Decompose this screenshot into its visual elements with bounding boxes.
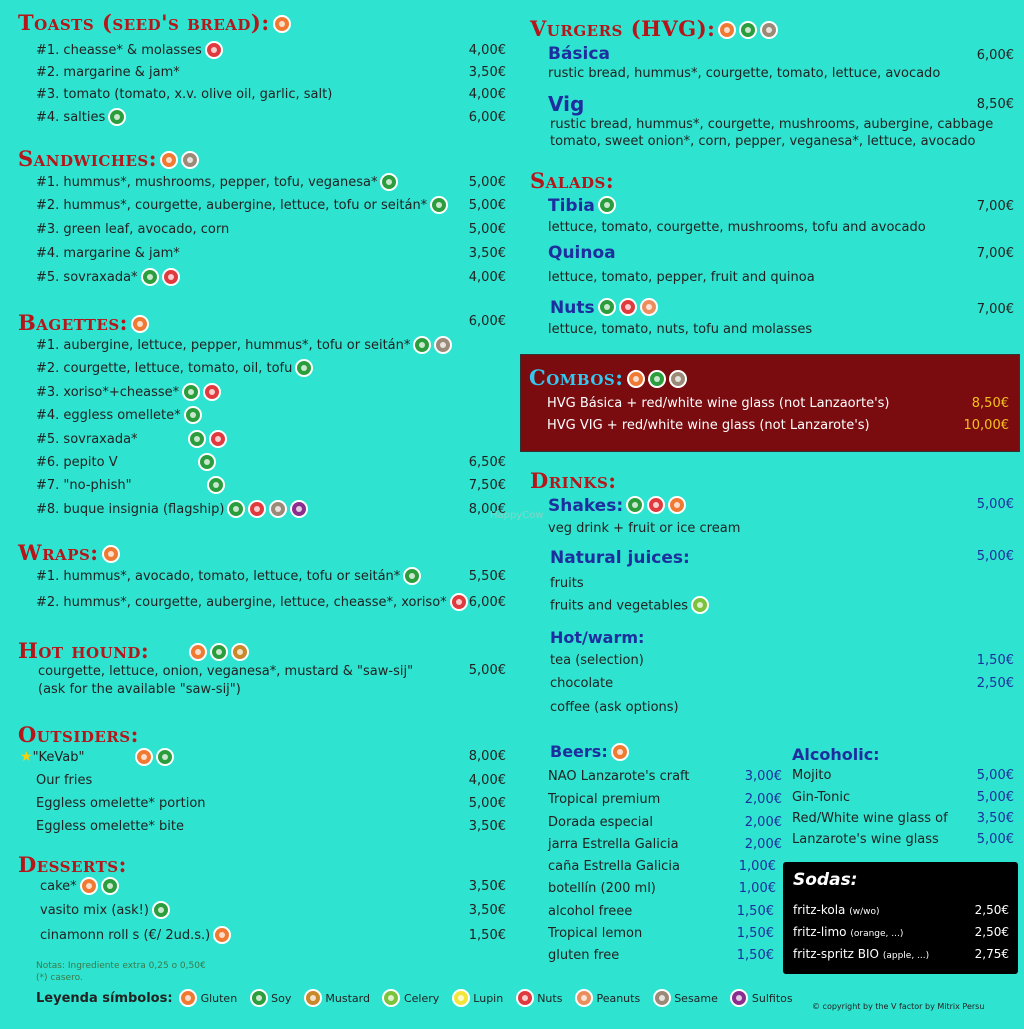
bagettes-price: 6,00€	[468, 314, 506, 329]
alcoholic-title: Alcoholic:	[792, 745, 880, 764]
salad-tibia-desc: lettuce, tomato, courgette, mushrooms, tofu and avocado	[548, 220, 926, 235]
soy-icon	[156, 748, 174, 766]
menu-item: #3. green leaf, avocado, corn 5,00€	[36, 222, 506, 237]
menu-item: fritz-limo (orange, ...) 2,50€	[793, 925, 1009, 939]
menu-item: chocolate 2,50€	[550, 676, 1014, 691]
menu-item: HVG Básica + red/white wine glass (not Lanzaorte's) 8,50€	[547, 396, 1009, 411]
soy-icon	[295, 359, 313, 377]
soy-icon	[207, 476, 225, 494]
menu-item: #4. salties 6,00€	[0, 107, 512, 129]
sulfites-icon	[290, 500, 308, 518]
nuts-icon	[209, 430, 227, 448]
hot-hound-desc: courgette, lettuce, onion, veganesa*, mustard & "saw-sij"	[38, 664, 414, 679]
drinks-hot: Hot/warm:	[550, 628, 645, 647]
peanuts-icon	[575, 989, 593, 1007]
section-title-sandwiches: Sandwiches:	[18, 146, 199, 171]
menu-item: Tropical premium 2,00€	[548, 792, 782, 807]
gluten-icon	[213, 926, 231, 944]
menu-item: botellín (200 ml) 1,00€	[548, 881, 776, 896]
juices-desc: fruits and vegetables	[550, 597, 709, 615]
menu-item: #5. sovraxada*	[0, 429, 512, 451]
vurger-basica: Básica	[548, 44, 610, 64]
gluten-icon	[627, 370, 645, 388]
nuts-icon	[248, 500, 266, 518]
sesame-icon	[760, 21, 778, 39]
shakes-desc: veg drink + fruit or ice cream	[548, 521, 741, 536]
legend: Leyenda símbolos: Gluten Soy Mustard Celery Lupin Nuts Peanuts Sesame Sulfitos	[36, 991, 793, 1006]
sodas-title: Sodas:	[793, 870, 858, 890]
vurger-basica-price: 6,00€	[976, 48, 1014, 63]
vurger-vig-price: 8,50€	[976, 97, 1014, 112]
menu-item: Red/White wine glass of 3,50€	[792, 811, 1014, 826]
section-title-drinks: Drinks:	[530, 468, 617, 493]
nuts-icon	[205, 41, 223, 59]
drinks-juices: Natural juices:	[550, 548, 690, 568]
gluten-icon	[189, 643, 207, 661]
menu-item: fritz-kola (w/wo) 2,50€	[793, 903, 1009, 917]
gluten-icon	[160, 151, 178, 169]
menu-item: #8. buque insignia (flagship) 8,00€	[0, 499, 512, 521]
section-title-wraps: Wraps:	[18, 540, 120, 565]
juices-price: 5,00€	[976, 549, 1014, 564]
menu-item: alcohol freee 1,50€	[548, 904, 774, 919]
salad-quinoa-price: 7,00€	[976, 246, 1014, 261]
shakes-price: 5,00€	[976, 497, 1014, 512]
soy-icon	[141, 268, 159, 286]
menu-item: #2. courgette, lettuce, tomato, oil, tofu	[0, 358, 512, 380]
menu-item: Eggless omelette* bite 3,50€	[36, 819, 506, 834]
salad-nuts-desc: lettuce, tomato, nuts, tofu and molasses	[548, 322, 813, 337]
menu-item: coffee (ask options)	[550, 700, 679, 715]
mustard-icon	[304, 989, 322, 1007]
soy-icon	[188, 430, 206, 448]
menu-item: #1. hummus*, avocado, tomato, lettuce, tofu or seitán* 5,50€	[0, 566, 512, 588]
vurger-vig: Vig	[548, 92, 585, 116]
menu-item: #4. eggless omellete*	[0, 405, 512, 427]
soy-icon	[184, 406, 202, 424]
vurger-vig-desc: tomato, sweet onion*, corn, pepper, veganesa*, lettuce, avocado	[550, 134, 976, 149]
section-title-outsiders: Outsiders:	[18, 722, 139, 747]
section-title-combos: Combos:	[529, 365, 687, 390]
section-title-vurgers: Vurgers (HVG):	[530, 16, 778, 41]
salad-nuts-price: 7,00€	[976, 302, 1014, 317]
mustard-icon	[231, 643, 249, 661]
menu-item: HVG VIG + red/white wine glass (not Lanzarote's) 10,00€	[547, 418, 1009, 433]
menu-item: gluten free 1,50€	[548, 948, 774, 963]
section-title-desserts: Desserts:	[18, 852, 127, 877]
gluten-icon	[102, 545, 120, 563]
salad-tibia: Tibia	[548, 196, 616, 216]
soy-icon	[380, 173, 398, 191]
section-title-salads: Salads:	[530, 168, 615, 193]
menu-item: fritz-spritz BIO (apple, ...) 2,75€	[793, 947, 1009, 961]
menu-item: Lanzarote's wine glass 5,00€	[792, 832, 1014, 847]
menu-item: jarra Estrella Galicia 2,00€	[548, 837, 782, 852]
celery-icon	[691, 596, 709, 614]
hot-hound-price: 5,00€	[468, 663, 506, 678]
soy-icon	[101, 877, 119, 895]
gluten-icon	[179, 989, 197, 1007]
gluten-icon	[135, 748, 153, 766]
nuts-icon	[162, 268, 180, 286]
menu-item: ★"KeVab" 8,00€	[20, 749, 506, 765]
menu-item: #7. "no-phish" 7,50€	[0, 475, 512, 497]
gluten-icon	[273, 15, 291, 33]
menu-item: vasito mix (ask!) 3,50€	[0, 900, 512, 922]
soy-icon	[250, 989, 268, 1007]
soy-icon	[403, 567, 421, 585]
sodas-box	[783, 862, 1018, 974]
soy-icon	[648, 370, 666, 388]
menu-item: #2. margarine & jam* 3,50€	[36, 65, 506, 80]
hot-hound-desc: (ask for the available "saw-sij")	[38, 682, 241, 697]
notes: Notas: Ingrediente extra 0,25 o 0,50€ (*) casero.	[36, 961, 206, 983]
watermark: HappyCow	[490, 510, 544, 521]
sulfites-icon	[730, 989, 748, 1007]
sesame-icon	[434, 336, 452, 354]
section-title-toasts: Toasts (seed's bread):	[18, 10, 291, 35]
menu-item: cake* 3,50€	[0, 876, 512, 898]
menu-item: tea (selection) 1,50€	[550, 653, 1014, 668]
drinks-shakes: Shakes:	[548, 496, 686, 516]
gluten-icon	[611, 743, 629, 761]
beers-title: Beers:	[550, 742, 629, 762]
menu-item: Tropical lemon 1,50€	[548, 926, 774, 941]
soy-icon	[152, 901, 170, 919]
soy-icon	[210, 643, 228, 661]
gluten-icon	[80, 877, 98, 895]
vurger-vig-desc: rustic bread, hummus*, courgette, mushrooms, aubergine, cabbage	[550, 117, 994, 132]
soy-icon	[182, 383, 200, 401]
menu-item: #3. xoriso*+cheasse*	[0, 382, 512, 404]
menu-item: NAO Lanzarote's craft 3,00€	[548, 769, 782, 784]
menu-item: #2. hummus*, courgette, aubergine, lettuce, cheasse*, xoriso* 6,00€	[0, 592, 512, 614]
menu-item: #5. sovraxada* 4,00€	[0, 267, 512, 289]
menu-item: cinamonn roll s (€/ 2ud.s.) 1,50€	[0, 925, 512, 947]
salad-quinoa-desc: lettuce, tomato, pepper, fruit and quinoa	[548, 270, 815, 285]
menu-item: #1. hummus*, mushrooms, pepper, tofu, veganesa* 5,00€	[0, 172, 512, 194]
menu-item: caña Estrella Galicia 1,00€	[548, 859, 776, 874]
copyright: © copyright by the V factor by Mitrix Persu	[812, 1002, 985, 1011]
sesame-icon	[269, 500, 287, 518]
salad-tibia-price: 7,00€	[976, 199, 1014, 214]
section-title-bagettes: Bagettes:	[18, 310, 149, 335]
menu-item: Our fries 4,00€	[36, 773, 506, 788]
menu-item: Gin-Tonic 5,00€	[792, 790, 1014, 805]
menu-item: #1. cheasse* & molasses 4,00€	[0, 40, 512, 62]
celery-icon	[382, 989, 400, 1007]
sesame-icon	[181, 151, 199, 169]
juices-desc: fruits	[550, 576, 584, 591]
section-title-hot-hound: Hot hound:	[18, 638, 249, 663]
salad-quinoa: Quinoa	[548, 243, 616, 263]
nuts-icon	[516, 989, 534, 1007]
menu-item: #2. hummus*, courgette, aubergine, lettuce, tofu or seitán* 5,00€	[0, 195, 512, 217]
star-icon: ★	[20, 749, 33, 765]
sesame-icon	[669, 370, 687, 388]
soy-icon	[108, 108, 126, 126]
lupin-icon	[452, 989, 470, 1007]
menu-item: #6. pepito V 6,50€	[0, 452, 512, 474]
menu-item: Eggless omelette* portion 5,00€	[36, 796, 506, 811]
menu-item: #3. tomato (tomato, x.v. olive oil, garlic, salt) 4,00€	[36, 87, 506, 102]
menu-item: Mojito 5,00€	[792, 768, 1014, 783]
soy-icon	[227, 500, 245, 518]
sesame-icon	[653, 989, 671, 1007]
menu-item: Dorada especial 2,00€	[548, 815, 782, 830]
menu-item: #4. margarine & jam* 3,50€	[36, 246, 506, 261]
menu-item: #1. aubergine, lettuce, pepper, hummus*, tofu or seitán*	[0, 335, 512, 357]
soy-icon	[198, 453, 216, 471]
combos-box	[520, 354, 1020, 452]
soy-icon	[739, 21, 757, 39]
soy-icon	[413, 336, 431, 354]
salad-nuts: Nuts	[550, 298, 658, 318]
vurger-basica-desc: rustic bread, hummus*, courgette, tomato, lettuce, avocado	[548, 66, 941, 81]
gluten-icon	[718, 21, 736, 39]
nuts-icon	[203, 383, 221, 401]
